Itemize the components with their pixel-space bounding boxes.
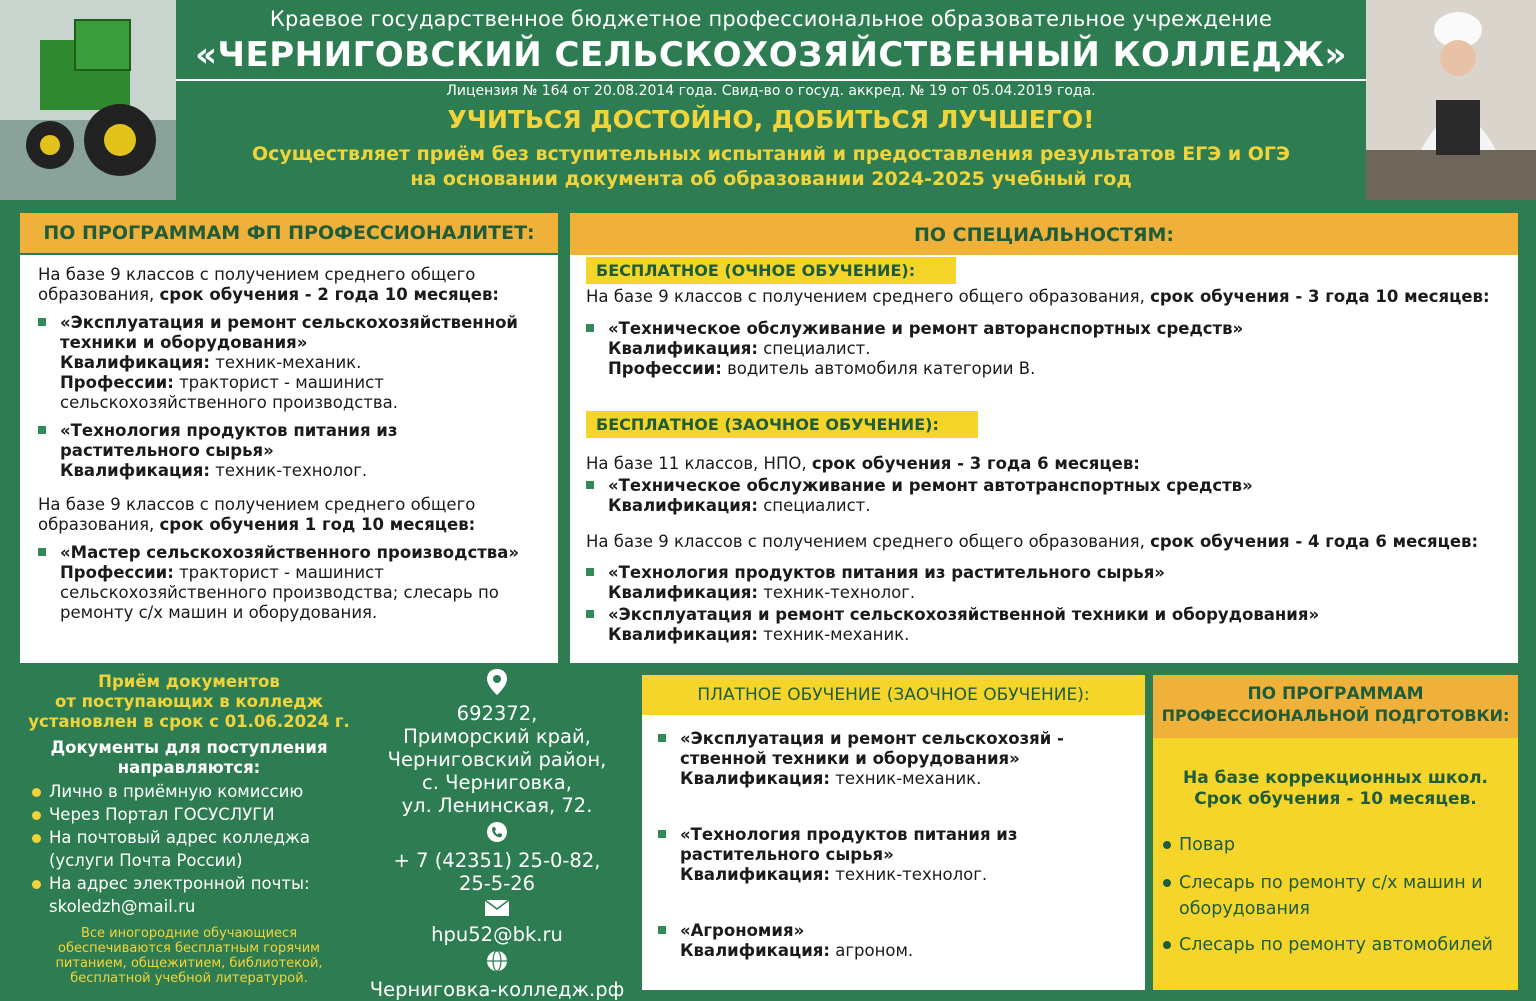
bullet-icon <box>1163 941 1171 949</box>
bullet-icon <box>32 880 41 889</box>
prof-training-base: На базе коррекционных школ. Срок обучения - 10 месяцев. <box>1182 768 1489 809</box>
bullet-icon <box>586 610 594 618</box>
specialties-panel <box>570 255 1518 663</box>
mail-icon <box>484 899 510 923</box>
method-item: Через Портал ГОСУСЛУГИ <box>32 803 364 826</box>
chef-photo <box>1366 0 1536 200</box>
bullet-icon <box>1163 879 1171 887</box>
phone-number-2[interactable]: 25-5-26 <box>458 872 536 895</box>
documents-block <box>14 672 364 986</box>
fe-base-2: На базе 9 классов с получением среднего общего образования, срок обучения - 4 года 6 месяцев: <box>586 532 1479 551</box>
bullet-icon <box>38 426 46 434</box>
base-9-term-2: На базе 9 классов с получением среднего общего образования, срок обучения 1 год 10 месяцев: <box>38 495 476 534</box>
tractor-photo <box>0 0 176 200</box>
header-divider <box>176 79 1366 81</box>
prof-item: Слесарь по ремонту автомобилей <box>1163 932 1508 958</box>
program-item: «Эксплуатация и ремонт сельскохозяйственной техники и оборудования» Квалификация: техник-механик. Профессии: тракторист - машинист сельскохозяйственного производства. <box>38 313 542 413</box>
institution-type: Краевое государственное бюджетное профессиональное образовательное учреждение <box>269 7 1273 31</box>
globe-icon <box>486 950 508 978</box>
base-9-term-1: На базе 9 классов с получением среднего общего образования, срок обучения - 2 года 10 месяцев: <box>38 265 499 304</box>
documents-heading: Документы для поступления направляются: <box>50 738 328 777</box>
method-item: На адрес электронной почты: skoledzh@mail.ru <box>32 872 364 918</box>
bullet-icon <box>586 481 594 489</box>
admission-info: Осуществляет приём без вступительных испытаний и предоставления результатов ЕГЭ и ОГЭ на основании документа об образовании 2024-2025 учебный год <box>252 143 1290 190</box>
bullet-icon <box>32 834 41 843</box>
bullet-icon <box>38 548 46 556</box>
bullet-icon <box>658 926 666 934</box>
method-item: Лично в приёмную комиссию <box>32 780 364 803</box>
program-item: «Техническое обслуживание и ремонт авторанспортных средств» Квалификация: специалист. Профессии: водитель автомобиля категории В. <box>586 319 1508 379</box>
prof-item: Повар <box>1163 832 1508 858</box>
prof-item: Слесарь по ремонту с/х машин и оборудования <box>1163 870 1508 922</box>
phone-number-1[interactable]: + 7 (42351) 25-0-82, <box>393 849 601 872</box>
ff-base: На базе 9 классов с получением среднего общего образования, срок обучения - 3 года 10 месяцев: <box>586 287 1490 306</box>
prof-training-list <box>1163 832 1508 958</box>
bullet-icon <box>32 811 41 820</box>
foreign-students-note: Все иногородние обучающиеся обеспечиваются бесплатным горячим питанием, общежитием, библиотекой, бесплатной учебной литературой. <box>55 926 323 986</box>
contacts-block: 692372, Приморский край, Черниговский район, с. Черниговка, ул. Ленинская, 72. + 7 (42351) 25-0-82, 25-5-26 hpu52@bk.ru Черниговка-колледж.рф <box>366 668 628 1001</box>
professionalitet-heading: ПО ПРОГРАММАМ ФП ПРОФЕССИОНАЛИТЕТ: <box>20 213 558 253</box>
program-item: «Эксплуатация и ремонт сельскохозяйственной техники и оборудования» Квалификация: техник-механик. <box>586 605 1508 645</box>
free-extramural-label: БЕСПЛАТНОЕ (ЗАОЧНОЕ ОБУЧЕНИЕ): <box>586 411 978 438</box>
bullet-icon <box>658 830 666 838</box>
location-pin-icon <box>486 668 508 702</box>
program-item: «Агрономия» Квалификация: агроном. <box>658 921 1129 961</box>
bullet-icon <box>586 324 594 332</box>
header <box>176 0 1366 200</box>
prof-training-panel <box>1153 738 1518 990</box>
program-item: «Технология продуктов питания из растительного сырья» Квалификация: техник-технолог. <box>38 421 542 481</box>
phone-icon <box>486 821 508 849</box>
program-item: «Техническое обслуживание и ремонт автотранспортных средств» Квалификация: специалист. <box>586 476 1508 516</box>
submission-methods <box>14 780 364 918</box>
program-item: «Мастер сельскохозяйственного производства» Профессии: тракторист - машинист сельскохозяйственного производства; слесарь по ремонту с/х машин и оборудования. <box>38 543 542 623</box>
free-full-time-label: БЕСПЛАТНОЕ (ОЧНОЕ ОБУЧЕНИЕ): <box>586 257 956 284</box>
email-link[interactable]: hpu52@bk.ru <box>431 923 563 946</box>
specialties-heading: ПО СПЕЦИАЛЬНОСТЯМ: <box>570 213 1518 255</box>
professionalitet-panel <box>20 255 558 663</box>
bullet-icon <box>586 568 594 576</box>
bullet-icon <box>38 318 46 326</box>
intake-period: Приём документов от поступающих в колледж установлен в срок с 01.06.2024 г. <box>28 672 350 731</box>
slogan: УЧИТЬСЯ ДОСТОЙНО, ДОБИТЬСЯ ЛУЧШЕГО! <box>447 105 1095 134</box>
program-item: «Эксплуатация и ремонт сельскохозяй - ственной техники и оборудования» Квалификация: техник-механик. <box>658 729 1129 789</box>
program-item: «Технология продуктов питания из растительного сырья» Квалификация: техник-технолог. <box>658 825 1129 885</box>
method-item: На почтовый адрес колледжа (услуги Почта России) <box>32 826 364 872</box>
paid-panel <box>642 715 1145 990</box>
website-link[interactable]: Черниговка-колледж.рф <box>369 978 625 1001</box>
prof-training-heading: ПО ПРОГРАММАМ ПРОФЕССИОНАЛЬНОЙ ПОДГОТОВКИ: <box>1153 675 1518 738</box>
license-info: Лицензия № 164 от 20.08.2014 года. Свид-во о госуд. аккред. № 19 от 05.04.2019 года. <box>446 83 1096 99</box>
college-title: «ЧЕРНИГОВСКИЙ СЕЛЬСКОХОЗЯЙСТВЕННЫЙ КОЛЛЕДЖ» <box>195 35 1347 75</box>
bullet-icon <box>32 788 41 797</box>
paid-heading: ПЛАТНОЕ ОБУЧЕНИЕ (ЗАОЧНОЕ ОБУЧЕНИЕ): <box>642 675 1145 715</box>
bullet-icon <box>658 734 666 742</box>
bullet-icon <box>1163 841 1171 849</box>
program-item: «Технология продуктов питания из растительного сырья» Квалификация: техник-технолог. <box>586 563 1508 603</box>
fe-base-1: На базе 11 классов, НПО, срок обучения - 3 года 6 месяцев: <box>586 454 1140 473</box>
